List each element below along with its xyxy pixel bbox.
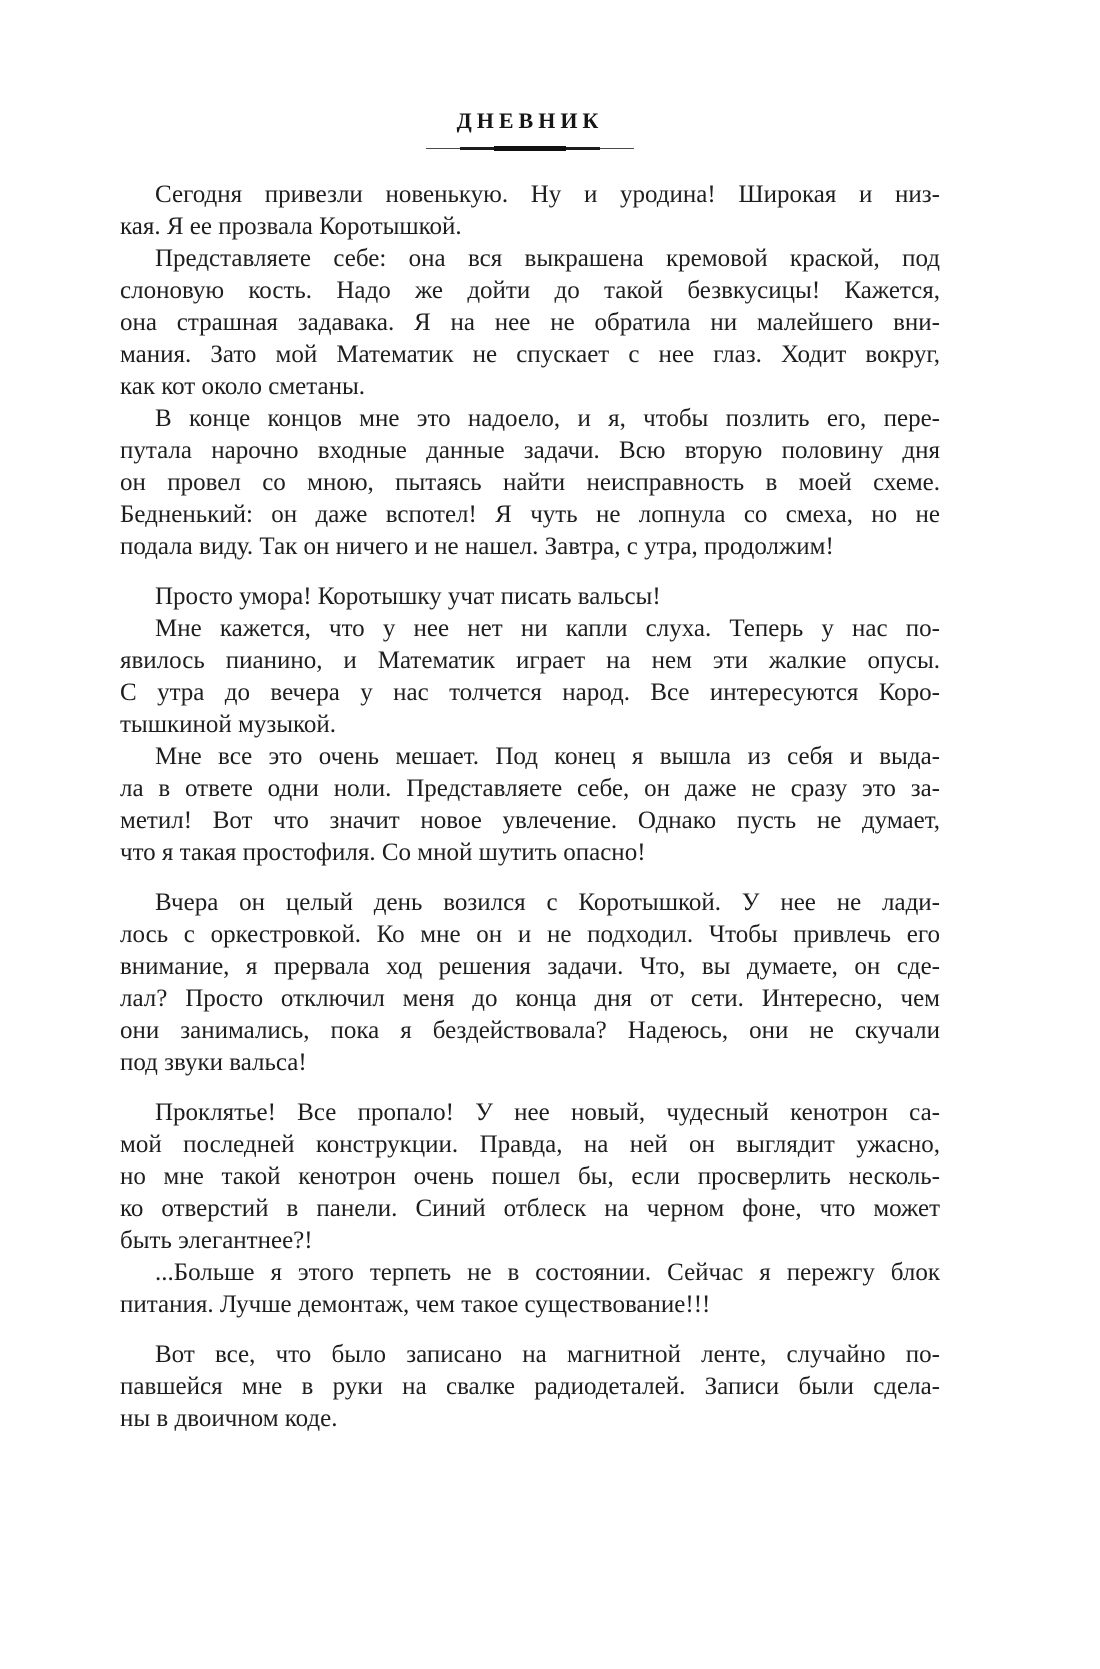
paragraph <box>120 403 940 563</box>
text-line: слоновую кость. Надо же дойти до такой безвкусицы! Кажется, <box>120 277 940 304</box>
text-line: явилось пианино, и Математик играет на нем эти жалкие опусы. <box>120 647 940 674</box>
text-line: Бедненький: он даже вспотел! Я чуть не лопнула со смеха, но не <box>120 501 940 528</box>
text-line: подала виду. Так он ничего и не нашел. Завтра, с утра, продолжим! <box>120 533 834 560</box>
text-line: быть элегантнее?! <box>120 1227 313 1254</box>
text-line: ны в двоичном коде. <box>120 1405 338 1432</box>
text-line: питания. Лучше демонтаж, чем такое существование!!! <box>120 1291 711 1318</box>
text-line: лось с оркестровкой. Ко мне он и не подходил. Чтобы привлечь его <box>120 921 940 948</box>
text-line: ко отверстий в панели. Синий отблеск на черном фоне, что может <box>120 1195 940 1222</box>
diary-entry <box>120 1339 940 1435</box>
text-line: как кот около сметаны. <box>120 373 366 400</box>
text-line: внимание, я прервала ход решения задачи. Что, вы думаете, он сде- <box>120 953 940 980</box>
paragraph <box>120 1097 940 1257</box>
text-line: они занимались, пока я бездействовала? Надеюсь, они не скучали <box>120 1017 940 1044</box>
text-line: она страшная задавака. Я на нее не обратила ни малейшего вни- <box>120 309 940 336</box>
text-line: Проклятье! Все пропало! У нее новый, чудесный кенотрон са- <box>155 1099 940 1126</box>
text-line: ...Больше я этого терпеть не в состоянии. Сейчас я пережгу блок <box>155 1259 940 1286</box>
paragraph <box>120 243 940 403</box>
text-line: лал? Просто отключил меня до конца дня от сети. Интересно, чем <box>120 985 940 1012</box>
text-line: но мне такой кенотрон очень пошел бы, если просверлить несколь- <box>120 1163 940 1190</box>
text-line: мания. Зато мой Математик не спускает с нее глаз. Ходит вокруг, <box>120 341 940 368</box>
paragraph <box>120 581 940 613</box>
page-title: ДНЕВНИК <box>456 108 604 133</box>
text-line: Вчера он целый день возился с Коротышкой. У нее не лади- <box>155 889 940 916</box>
paragraph <box>120 1339 940 1435</box>
diary-entry <box>120 581 940 869</box>
text-line: С утра до вечера у нас толчется народ. Все интересуются Коро- <box>120 679 940 706</box>
paragraph <box>120 887 940 1079</box>
text-line: мой последней конструкции. Правда, на ней он выглядит ужасно, <box>120 1131 940 1158</box>
paragraph <box>120 179 940 243</box>
text-line: Просто умора! Коротышку учат писать вальсы! <box>155 583 661 610</box>
text-line: павшейся мне в руки на свалке радиодеталей. Записи были сдела- <box>120 1373 940 1400</box>
diary-entry <box>120 1097 940 1321</box>
text-line: метил! Вот что значит новое увлечение. Однако пусть не думает, <box>120 807 940 834</box>
text-line: Мне все это очень мешает. Под конец я вышла из себя и выда- <box>155 743 940 770</box>
diary-text <box>120 179 940 1435</box>
text-line: Мне кажется, что у нее нет ни капли слуха. Теперь у нас по- <box>155 615 940 642</box>
paragraph <box>120 613 940 741</box>
text-line: под звуки вальса! <box>120 1049 307 1076</box>
text-line: что я такая простофиля. Со мной шутить опасно! <box>120 839 646 866</box>
diary-entry <box>120 179 940 563</box>
paragraph <box>120 741 940 869</box>
title-divider <box>426 145 634 152</box>
text-line: тышкиной музыкой. <box>120 711 337 738</box>
text-line: Вот все, что было записано на магнитной ленте, случайно по- <box>155 1341 940 1368</box>
text-line: ла в ответе одни ноли. Представляете себе, он даже не сразу это за- <box>120 775 940 802</box>
text-line: путала нарочно входные данные задачи. Всю вторую половину дня <box>120 437 940 464</box>
text-line: В конце концов мне это надоело, и я, чтобы позлить его, пере- <box>155 405 940 432</box>
paragraph <box>120 1257 940 1321</box>
diary-entry <box>120 887 940 1079</box>
divider-thick-rule <box>494 146 566 151</box>
text-line: кая. Я ее прозвала Коротышкой. <box>120 213 462 240</box>
text-line: Сегодня привезли новенькую. Ну и уродина! Широкая и низ- <box>155 181 940 208</box>
text-line: он провел со мною, пытаясь найти неисправность в моей схеме. <box>120 469 940 496</box>
text-column <box>120 108 940 1435</box>
text-line: Представляете себе: она вся выкрашена кремовой краской, под <box>155 245 940 272</box>
